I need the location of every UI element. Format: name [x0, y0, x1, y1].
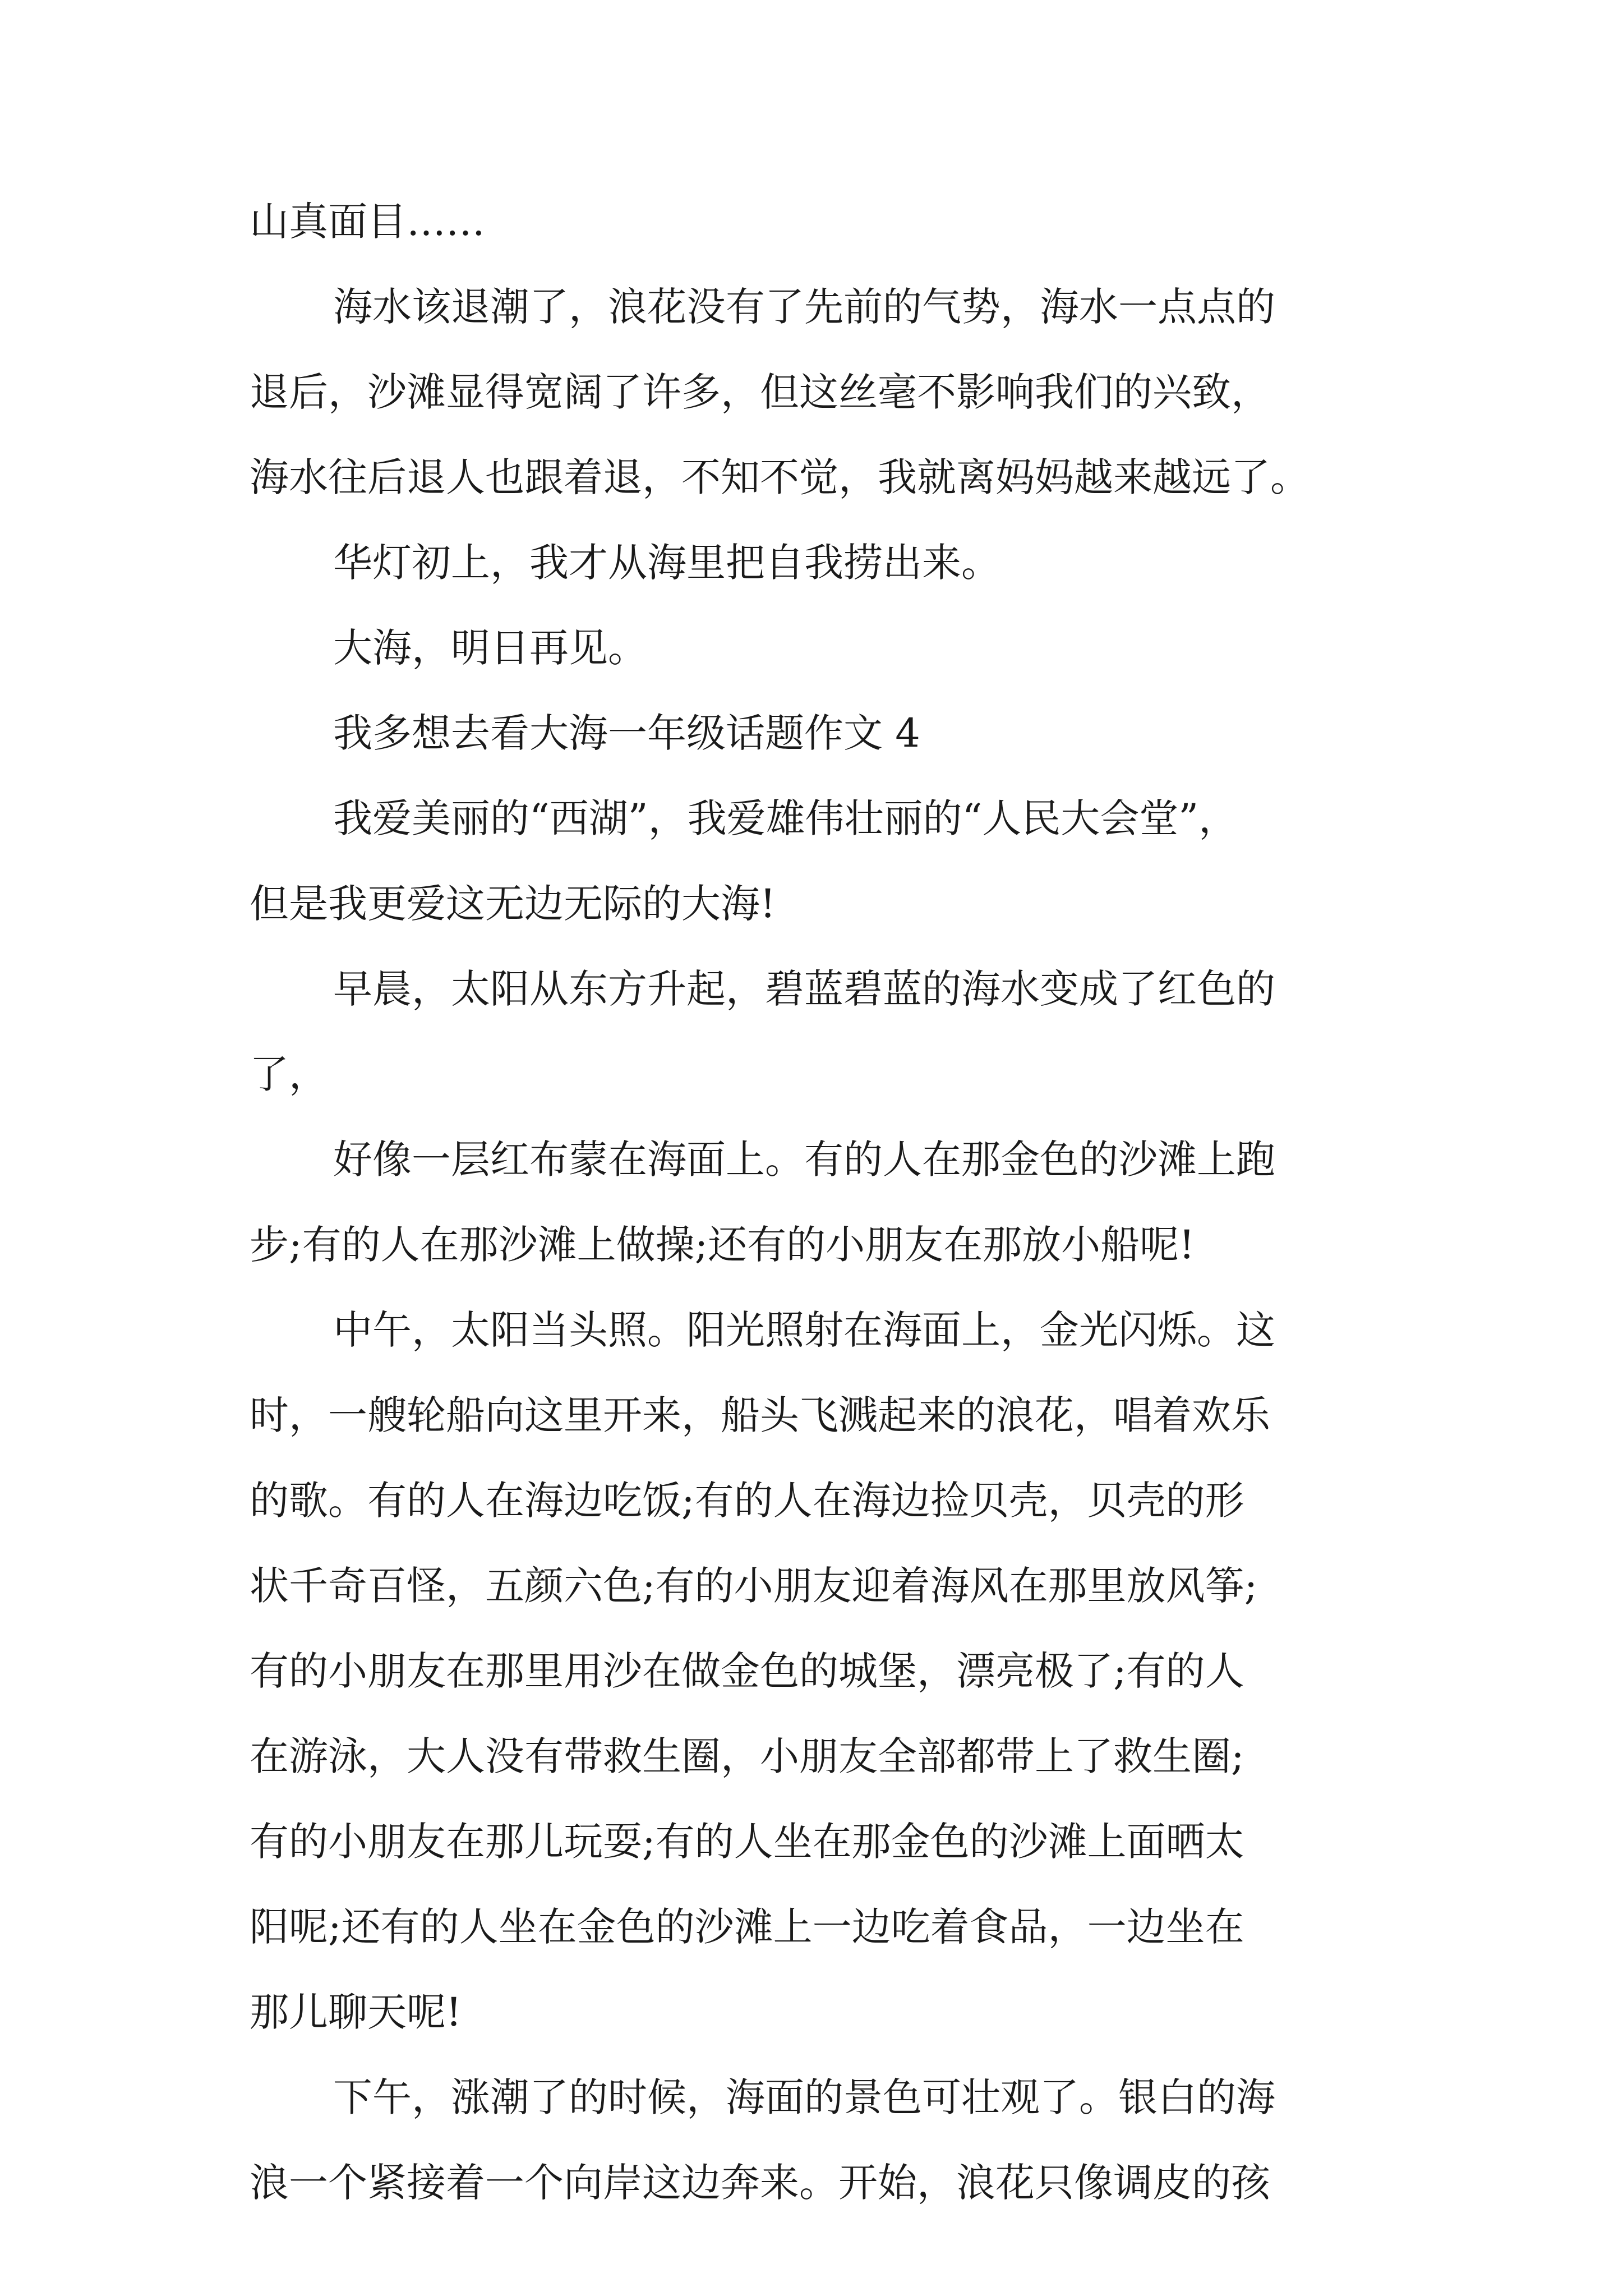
- text-line: 山真面目……: [250, 199, 485, 245]
- text-line: 阳呢;还有的人坐在金色的沙滩上一边吃着食品，一边坐在: [250, 1904, 1244, 1950]
- text-line: 我爱美丽的“西湖”，我爱雄伟壮丽的“人民大会堂”，: [333, 795, 1238, 841]
- text-line: 的歌。有的人在海边吃饭;有的人在海边捡贝壳，贝壳的形: [250, 1478, 1244, 1524]
- text-line: 华灯初上，我才从海里把自我捞出来。: [333, 540, 1000, 586]
- text-line: 我多想去看大海一年级话题作文 4: [333, 710, 920, 756]
- text-line: 好像一层红布蒙在海面上。有的人在那金色的沙滩上跑: [333, 1137, 1275, 1182]
- text-line: 步;有的人在那沙滩上做操;还有的小朋友在那放小船呢!: [250, 1222, 1195, 1268]
- text-line: 下午，涨潮了的时候，海面的景色可壮观了。银白的海: [333, 2074, 1275, 2120]
- text-line: 在游泳，大人没有带救生圈，小朋友全部都带上了救生圈;: [250, 1733, 1244, 1779]
- text-line: 海水该退潮了，浪花没有了先前的气势，海水一点点的: [333, 284, 1275, 330]
- text-line: 有的小朋友在那里用沙在做金色的城堡，漂亮极了;有的人: [250, 1648, 1244, 1694]
- text-line: 浪一个紧接着一个向岸这边奔来。开始，浪花只像调皮的孩: [250, 2160, 1270, 2206]
- text-line: 了，: [250, 1051, 328, 1097]
- text-line: 有的小朋友在那儿玩耍;有的人坐在那金色的沙滩上面晒太: [250, 1819, 1244, 1865]
- text-line: 时，一艘轮船向这里开来，船头飞溅起来的浪花，唱着欢乐: [250, 1392, 1270, 1438]
- text-line: 退后，沙滩显得宽阔了许多，但这丝毫不影响我们的兴致，: [250, 369, 1270, 415]
- text-line: 状千奇百怪，五颜六色;有的小朋友迎着海风在那里放风筝;: [250, 1563, 1258, 1609]
- text-line: 海水往后退人也跟着退，不知不觉，我就离妈妈越来越远了。: [250, 454, 1310, 500]
- text-line: 大海，明日再见。: [333, 625, 647, 671]
- text-line: 早晨，太阳从东方升起，碧蓝碧蓝的海水变成了红色的: [333, 966, 1275, 1012]
- text-line: 那儿聊天呢!: [250, 1989, 462, 2035]
- text-line: 但是我更爱这无边无际的大海!: [250, 881, 776, 927]
- text-line: 中午，太阳当头照。阳光照射在海面上，金光闪烁。这: [333, 1307, 1275, 1353]
